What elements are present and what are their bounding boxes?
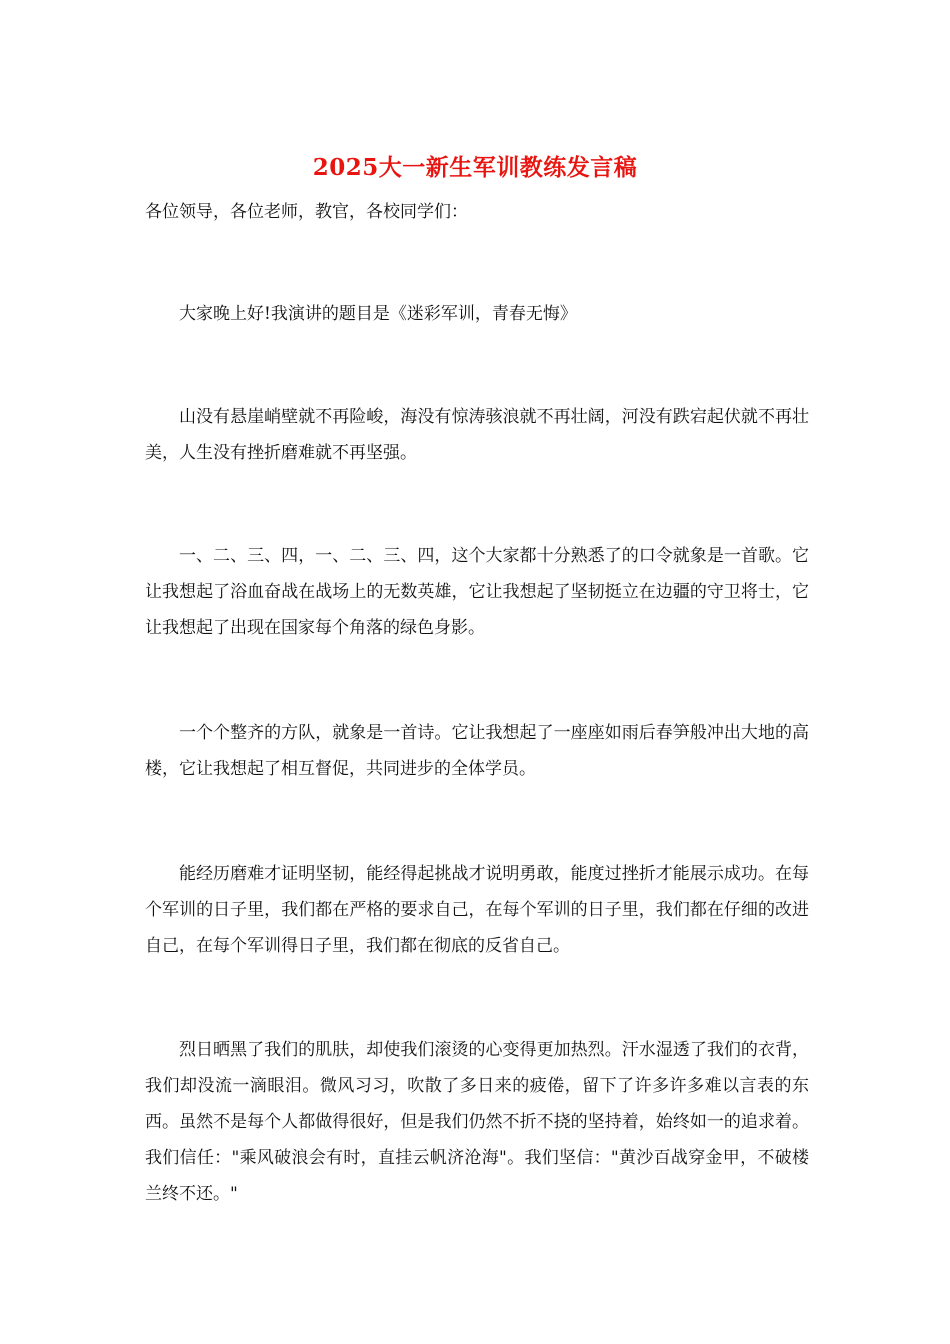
paragraph-6: 烈日晒黑了我们的肌肤，却使我们滚烫的心变得更加热烈。汗水湿透了我们的衣背，我们却没流一滴眼泪。微风习习，吹散了多日来的疲倦，留下了许多许多难以言表的东西。虽然不是每个人都做得很好，但是我们仍然不折不挠的坚持着，始终如一的追求着。我们信任："乘风破浪会有时，直挂云帆济沧海"。我们坚信："黄沙百战穿金甲，不破楼兰终不还。" — [145, 1040, 809, 1204]
paragraph-1: 大家晚上好!我演讲的题目是《迷彩军训，青春无悔》 — [179, 304, 577, 324]
paragraph-5: 能经历磨难才证明坚韧，能经得起挑战才说明勇敢，能度过挫折才能展示成功。在每个军训的日子里，我们都在严格的要求自己，在每个军训的日子里，我们都在仔细的改进自己，在每个军训得日子里，我们都在彻底的反省自己。 — [145, 864, 809, 956]
salutation: 各位领导，各位老师，教官，各校同学们： — [145, 202, 468, 222]
paragraph-2: 山没有悬崖峭壁就不再险峻，海没有惊涛骇浪就不再壮阔，河没有跌宕起伏就不再壮美，人生没有挫折磨难就不再坚强。 — [145, 407, 809, 463]
document-title: 2025大一新生军训教练发言稿 — [312, 154, 638, 181]
paragraph-3: 一、二、三、四，一、二、三、四，这个大家都十分熟悉了的口令就象是一首歌。它让我想起了浴血奋战在战场上的无数英雄，它让我想起了坚韧挺立在边疆的守卫将士，它让我想起了出现在国家每个角落的绿色身影。 — [145, 546, 809, 638]
paragraph-4: 一个个整齐的方队，就象是一首诗。它让我想起了一座座如雨后春笋般冲出大地的高楼，它让我想起了相互督促，共同进步的全体学员。 — [145, 723, 809, 779]
